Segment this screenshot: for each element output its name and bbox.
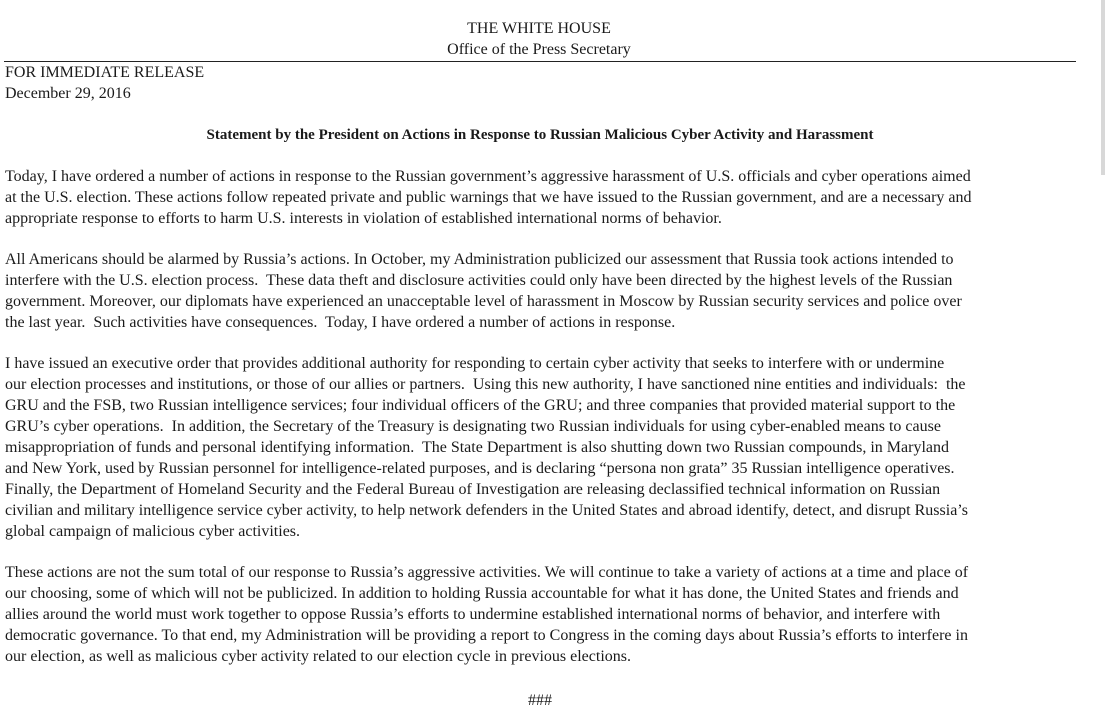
paragraph-3: I have issued an executive order that provides additional authority for responding to certain cyber activity that seeks to interfere with or undermine our election processes and institutions, or those of our allies or partners. Using this new authority, I have sanctioned nine entities and individuals: the GRU and the FSB, two Russian intelligence services; four individual officers of the GRU; and three companies that provided material support to the GRU’s cyber operations. In addition, the Secretary of the Treasury is designating two Russian individuals for using cyber-enabled means to cause misappropriation of funds and personal identifying information. The State Department is also shutting down two Russian compounds, in Maryland and New York, used by Russian personnel for intelligence-related purposes, and is declaring “persona non grata” 35 Russian intelligence operatives. Finally, the Department of Homeland Security and the Federal Bureau of Investigation are releasing declassified technical information on Russian civilian and military intelligence service cyber activity, to help network defenders in the United States and abroad identify, detect, and disrupt Russia’s global campaign of malicious cyber activities. [5,355,968,540]
letterhead-office: Office of the Press Secretary [447,41,631,58]
paragraph-2: All Americans should be alarmed by Russia’s actions. In October, my Administration publicized our assessment that Russia took actions intended to interfere with the U.S. election process. These data theft and disclosure activities could only have been directed by the highest levels of the Russian government. Moreover, our diplomats have experienced an unacceptable level of harassment in Moscow by Russian security services and police over the last year. Such activities have consequences. Today, I have ordered a number of actions in response. [5,251,962,331]
release-info [5,62,204,104]
statement-body [5,166,1077,687]
statement-title: Statement by the President on Actions in Response to Russian Malicious Cyber Activity and Harassment [206,127,874,143]
release-label: FOR IMMEDIATE RELEASE [5,64,205,81]
end-mark: ### [528,692,552,709]
scrollbar-thumb[interactable] [1101,0,1105,175]
letterhead-org: THE WHITE HOUSE [467,20,611,37]
letterhead [0,18,1078,60]
paragraph-1: Today, I have ordered a number of actions in response to the Russian government’s aggressive harassment of U.S. officials and cyber operations aimed at the U.S. election. These actions follow repeated private and public warnings that we have issued to the Russian government, and are a necessary and appropriate response to efforts to harm U.S. interests in violation of established international norms of behavior. [5,168,972,227]
paragraph-4: These actions are not the sum total of our response to Russia’s aggressive activities. We will continue to take a variety of actions at a time and place of our choosing, some of which will not be publicized. In addition to holding Russia accountable for what it has done, the United States and friends and allies around the world must work together to oppose Russia’s efforts to undermine established international norms of behavior, and interfere with democratic governance. To that end, my Administration will be providing a report to Congress in the coming days about Russia’s efforts to interfere in our election, as well as malicious cyber activity related to our election cycle in previous elections. [5,564,969,665]
release-date: December 29, 2016 [5,85,131,102]
